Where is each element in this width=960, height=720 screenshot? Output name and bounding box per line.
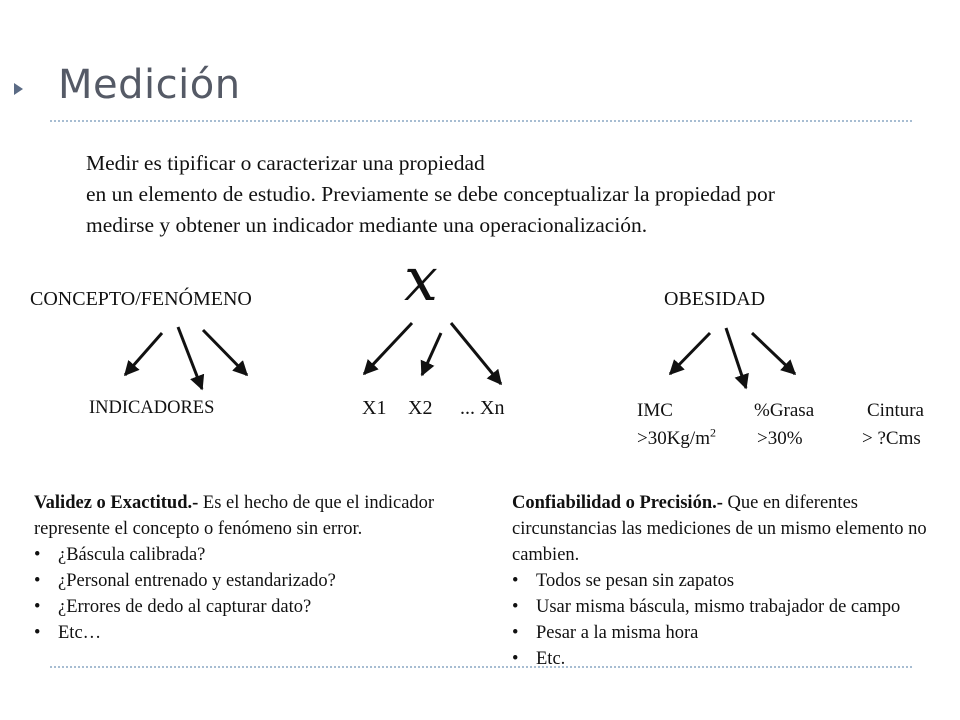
obesity-indicator-name-1: IMC <box>637 400 673 421</box>
obesity-arrow-middle <box>726 328 746 388</box>
obesity-indicator-threshold-2: >30% <box>757 428 803 449</box>
x-arrow-left <box>364 323 412 374</box>
x-item-n: ... Xn <box>460 397 505 419</box>
concept-label: CONCEPTO/FENÓMENO <box>30 288 252 310</box>
reliability-item-1: • Todos se pesan sin zapatos <box>512 568 952 594</box>
obesity-indicator-name-3: Cintura <box>867 400 924 421</box>
x-item-2: X2 <box>408 397 433 419</box>
concept-arrow-left <box>125 333 162 375</box>
concept-arrow-middle <box>178 327 202 389</box>
x-item-1: X1 <box>362 397 387 419</box>
reliability-definition <box>512 490 952 568</box>
validity-item-4: • Etc… <box>34 620 486 646</box>
x-arrow-middle <box>422 333 441 375</box>
x-arrow-right <box>451 323 501 384</box>
obesity-arrow-left <box>670 333 710 374</box>
validity-heading: Validez o Exactitud.- <box>34 493 199 513</box>
obesity-indicator-name-2: %Grasa <box>754 400 815 421</box>
validity-section <box>34 490 486 646</box>
validity-definition <box>34 490 486 542</box>
reliability-list <box>512 568 952 672</box>
validity-item-3: • ¿Errores de dedo al capturar dato? <box>34 594 486 620</box>
obesity-arrow-right <box>752 333 795 374</box>
obesity-indicator-threshold-1: $>30Kg/m^2$ <box>637 425 716 449</box>
intro-line-2: en un elemento de estudio. Previamente se debe conceptualizar la propiedad por <box>86 182 775 206</box>
intro-line-3: medirse y obtener un indicador mediante una operacionalización. <box>86 213 648 237</box>
variable-x-symbol: x <box>404 245 438 315</box>
concept-arrow-right <box>203 330 247 375</box>
obesity-label: OBESIDAD <box>664 288 766 310</box>
reliability-heading: Confiabilidad o Precisión.- <box>512 493 723 513</box>
indicators-label: INDICADORES <box>89 398 215 418</box>
reliability-item-2: • Usar misma báscula, mismo trabajador de campo <box>512 594 952 620</box>
validity-list <box>34 542 486 646</box>
reliability-item-3: • Pesar a la misma hora <box>512 620 952 646</box>
validity-item-2: • ¿Personal entrenado y estandarizado? <box>34 568 486 594</box>
page-title: Medición <box>58 62 241 108</box>
reliability-text: Que en diferentes circunstancias las mediciones de un mismo elemento no cambien. <box>512 493 927 565</box>
reliability-item-4: • Etc. <box>512 646 952 672</box>
reliability-section <box>512 490 952 672</box>
bottom-divider <box>50 666 912 668</box>
validity-text: Es el hecho de que el indicador represente el concepto o fenómeno sin error. <box>34 493 435 539</box>
intro-line-1: Medir es tipificar o caracterizar una propiedad <box>86 151 485 175</box>
validity-item-1: • ¿Báscula calibrada? <box>34 542 486 568</box>
obesity-indicator-threshold-3: > ?Cms <box>862 428 921 449</box>
